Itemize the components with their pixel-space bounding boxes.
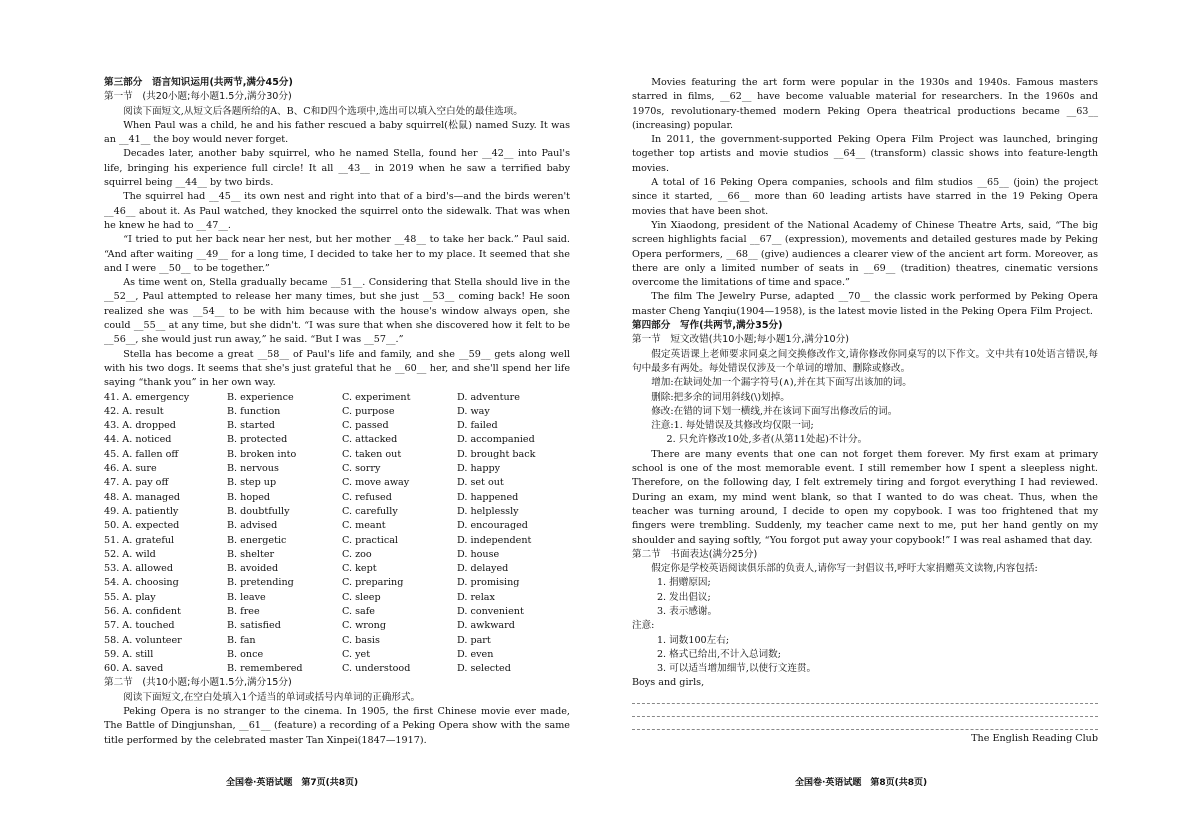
option: 60. A. saved xyxy=(104,663,164,675)
option: B. hoped xyxy=(227,491,271,503)
option: B. leave xyxy=(227,591,266,603)
option: D. happy xyxy=(457,463,501,475)
option: B. doubtfully xyxy=(227,505,290,517)
option: D. even xyxy=(457,648,494,660)
option: B. broken into xyxy=(227,448,297,460)
option: C. experiment xyxy=(342,391,411,403)
note-2: 2. 只允许修改10处,多者(从第11处起)不计分。 xyxy=(666,434,868,446)
footer-page-7: 全国卷·英语试题 第7页(共8页) xyxy=(226,778,359,788)
passage-paragraph: As time went on, Stella gradually became __51__. Considering that Stella should live in the __52__, Paul attempted to release her many times, but she just __53__ coming back! He soon realized she was __54__ to be with him because with the house's window always open, she could __55__ at any time, but she didn't. “I was sure that when she discovered how it felt to be __56__, she would just run away,” he said. “But I was __57__.” xyxy=(104,277,570,346)
option: B. step up xyxy=(227,477,277,489)
option: 55. A. play xyxy=(104,591,156,603)
option: 45. A. fallen off xyxy=(104,448,179,460)
section2-instructions: 阅读下面短文,在空白处填入1个适当的单词或括号内单词的正确形式。 xyxy=(123,691,421,703)
section2-heading: 第二节 (共10小题;每小题1.5分,满分15分) xyxy=(104,677,292,689)
writing-line xyxy=(632,717,1098,730)
option: B. fan xyxy=(227,634,256,646)
option: 54. A. choosing xyxy=(104,577,179,589)
option: B. free xyxy=(227,605,260,617)
rule-delete: 删除:把多余的词用斜线(\)划掉。 xyxy=(651,391,790,403)
writing2-instructions: 假定你是学校英语阅读俱乐部的负责人,请你写一封倡议书,呼吁大家捐赠英文读物,内容包括: xyxy=(651,563,1038,575)
option: C. passed xyxy=(342,420,389,432)
option: D. encouraged xyxy=(457,520,528,532)
writing1-heading: 第一节 短文改错(共10小题;每小题1分,满分10分) xyxy=(632,334,849,346)
salutation: Boys and girls, xyxy=(632,677,705,689)
part3-heading: 第三部分 语言知识运用(共两节,满分45分) xyxy=(104,77,293,88)
option: D. set out xyxy=(457,477,504,489)
option: C. taken out xyxy=(342,448,402,460)
option: B. nervous xyxy=(227,463,279,475)
option: C. attacked xyxy=(342,434,398,446)
content-point: 2. 发出倡议; xyxy=(656,591,711,603)
section1-instructions: 阅读下面短文,从短文后各题所给的A、B、C和D四个选项中,选出可以填入空白处的最佳选项。 xyxy=(123,105,523,117)
error-correction-essay: There are many events that one can not forget them forever. My first exam at primary school is one of the most memorable event. I still remember how I spent a sleepless night. Therefore, on the following day, I felt extremely tiring and forgot everything I had reviewed. During an exam, my mind went blank, so that I wanted to do was cheat. Thus, when the teacher was turning around, I decide to open my copybook. I was too frightened that my fingers were trembling. Suddenly, my teacher came next to me, put her hand gently on my shoulder and saying softly, “You forgot put away your copybook!” I was real ashamed that day. xyxy=(632,448,1098,546)
option: C. refused xyxy=(342,491,392,503)
option: B. experience xyxy=(227,391,294,403)
note-item: 3. 可以适当增加细节,以使行文连贯。 xyxy=(656,663,817,675)
option: C. understood xyxy=(342,663,411,675)
writing-line xyxy=(632,704,1098,717)
option: 53. A. allowed xyxy=(104,563,173,575)
section2-paragraph: Yin Xiaodong, president of the National Academy of Chinese Theatre Arts, said, “The big screen highlights facial __67__ (expression), movements and detailed gestures made by Peking Opera performers, __68__ (give) audiences a clearer view of the ancient art form. Moreover, as there are only a limited number of seats in __69__ (tradition) theatres, cinematic versions overcome the limitations of time and space.” xyxy=(632,219,1098,289)
option: 52. A. wild xyxy=(104,548,156,560)
section2-paragraph: In 2011, the government-supported Peking Opera Film Project was launched, bringing together top artists and movie studios __64__ (transform) classic shows into feature-length movies. xyxy=(632,134,1098,174)
left-page xyxy=(104,76,570,748)
option: D. awkward xyxy=(457,620,515,632)
option: D. convenient xyxy=(457,605,524,617)
section1-heading: 第一节 (共20小题;每小题1.5分,满分30分) xyxy=(104,91,292,103)
note-item: 1. 词数100左右; xyxy=(656,634,730,646)
option: C. safe xyxy=(342,605,375,617)
option: 48. A. managed xyxy=(104,491,181,503)
passage-paragraph: The squirrel had __45__ its own nest and right into that of a bird's—and the birds weren't __46__ about it. As Paul watched, they knocked the squirrel onto the sidewalk. That was when he knew he had to __47__. xyxy=(104,191,570,231)
section2-paragraph: The film The Jewelry Purse, adapted __70__ the classic work performed by Peking Opera master Cheng Yanqiu(1904—1958), is the latest movie listed in the Peking Opera Film Project. xyxy=(632,291,1098,317)
option: B. satisfied xyxy=(227,620,281,632)
option: 49. A. patiently xyxy=(104,505,179,517)
option: B. pretending xyxy=(227,577,294,589)
option: C. carefully xyxy=(342,505,398,517)
option: D. independent xyxy=(457,534,532,546)
option: 41. A. emergency xyxy=(104,391,190,403)
option: D. accompanied xyxy=(457,434,535,446)
option: 44. A. noticed xyxy=(104,434,172,446)
option: D. delayed xyxy=(457,563,509,575)
option: B. avoided xyxy=(227,563,279,575)
option: D. failed xyxy=(457,420,498,432)
option: B. started xyxy=(227,420,275,432)
option: C. wrong xyxy=(342,620,386,632)
passage-paragraph: When Paul was a child, he and his father rescued a baby squirrel(松鼠) named Suzy. It was an __41__ the boy would never forget. xyxy=(104,119,570,146)
passage-paragraph: “I tried to put her back near her nest, but her mother __48__ to take her back.” Paul said. “And after waiting __49__ for a long time, I decided to take her to my place. It seemed that she and I were __50__ to be together.” xyxy=(104,234,570,274)
option: B. once xyxy=(227,648,264,660)
option: C. meant xyxy=(342,520,386,532)
note-1: 注意:1. 每处错误及其修改均仅限一词; xyxy=(651,420,814,432)
option: D. selected xyxy=(457,663,511,675)
rule-add: 增加:在缺词处加一个漏字符号(∧),并在其下面写出该加的词。 xyxy=(651,377,912,389)
content-point: 3. 表示感谢。 xyxy=(656,605,718,617)
options-grid xyxy=(104,391,570,677)
writing1-instructions: 假定英语课上老师要求同桌之间交换修改作文,请你修改你同桌写的以下作文。文中共有10处语言错误,每句中最多有两处。每处错误仅涉及一个单词的增加、删除或修改。 xyxy=(632,348,1098,374)
option: D. promising xyxy=(457,577,520,589)
option: 46. A. sure xyxy=(104,463,157,475)
signature: The English Reading Club xyxy=(971,732,1098,744)
section2-paragraph: Peking Opera is no stranger to the cinema. In 1905, the first Chinese movie ever made, The Battle of Dingjunshan, __61__ (feature) a recording of a Peking Opera show with the same title performed by the celebrated master Tan Xinpei(1847—1917). xyxy=(104,706,570,746)
option: C. basis xyxy=(342,634,380,646)
option: C. zoo xyxy=(342,548,372,560)
option: C. preparing xyxy=(342,577,404,589)
option: D. brought back xyxy=(457,448,536,460)
right-page xyxy=(632,76,1098,746)
option: 58. A. volunteer xyxy=(104,634,182,646)
option: D. part xyxy=(457,634,491,646)
option: D. happened xyxy=(457,491,519,503)
option: B. shelter xyxy=(227,548,275,560)
option: 59. A. still xyxy=(104,648,154,660)
option: 42. A. result xyxy=(104,405,164,417)
option: B. function xyxy=(227,405,281,417)
option: B. protected xyxy=(227,434,288,446)
part4-heading: 第四部分 写作(共两节,满分35分) xyxy=(632,320,783,332)
option: D. helplessly xyxy=(457,505,519,517)
option: C. sleep xyxy=(342,591,381,603)
passage-paragraph: Stella has become a great __58__ of Paul's life and family, and she __59__ gets along well with his two dogs. It seems that she's just grateful that he __60__ her, and she'll spend her life saying “thank you” in her own way. xyxy=(104,348,570,389)
notes-heading: 注意: xyxy=(632,620,655,632)
content-point: 1. 捐赠原因; xyxy=(656,577,711,589)
option: D. house xyxy=(457,548,500,560)
option: C. sorry xyxy=(342,463,381,475)
footer-page-8: 全国卷·英语试题 第8页(共8页) xyxy=(795,778,928,788)
option: D. adventure xyxy=(457,391,520,403)
writing2-heading: 第二节 书面表达(满分25分) xyxy=(632,548,758,560)
passage-paragraph: Decades later, another baby squirrel, who he named Stella, found her __42__ into Paul's life, bringing his experience full circle! It all __43__ in 2019 when he saw a terrified baby squirrel being __44__ by two birds. xyxy=(104,148,570,189)
option: C. purpose xyxy=(342,405,395,417)
option: D. relax xyxy=(457,591,495,603)
option: C. yet xyxy=(342,648,371,660)
option: C. practical xyxy=(342,534,399,546)
note-item: 2. 格式已给出,不计入总词数; xyxy=(656,648,781,660)
section2-paragraph: A total of 16 Peking Opera companies, schools and film studios __65__ (join) the project since it started, __66__ more than 60 leading artists have starred in the 19 Peking Opera movies that have been shot. xyxy=(632,177,1098,217)
option: 47. A. pay off xyxy=(104,477,169,489)
option: B. remembered xyxy=(227,663,303,675)
option: 56. A. confident xyxy=(104,605,181,617)
option: C. kept xyxy=(342,563,377,575)
option: D. way xyxy=(457,405,490,417)
option: B. advised xyxy=(227,520,278,532)
option: C. move away xyxy=(342,477,410,489)
option: 43. A. dropped xyxy=(104,420,176,432)
rule-modify: 修改:在错的词下划一横线,并在该词下面写出修改后的词。 xyxy=(651,405,898,417)
section2-paragraph: Movies featuring the art form were popular in the 1930s and 1940s. Famous masters starred in films, __62__ have become valuable material for researchers. In the 1960s and 1970s, revolutionary-themed modern Peking Opera theatrical productions became __63__ (increasing) popular. xyxy=(632,77,1098,131)
option: 50. A. expected xyxy=(104,520,180,532)
writing-line xyxy=(632,691,1098,704)
option: 51. A. grateful xyxy=(104,534,175,546)
option: B. energetic xyxy=(227,534,287,546)
option: 57. A. touched xyxy=(104,620,175,632)
